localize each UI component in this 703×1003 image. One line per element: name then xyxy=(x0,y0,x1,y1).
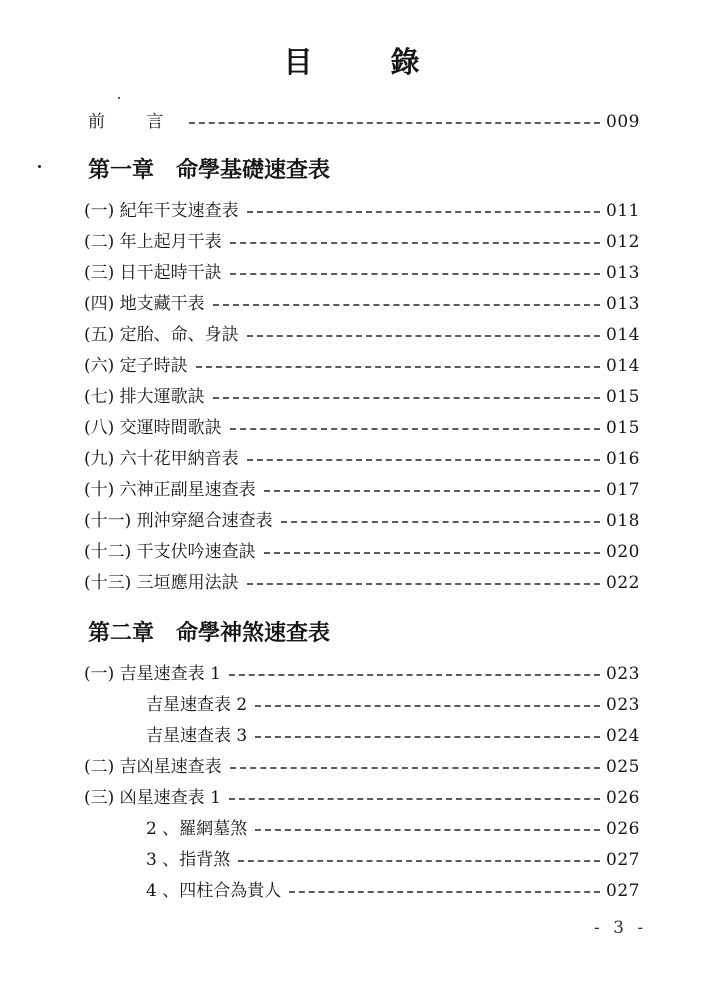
entry-page-number: 026 xyxy=(606,819,640,839)
toc-entry[interactable] xyxy=(84,384,640,410)
toc-entry[interactable] xyxy=(84,785,640,811)
entry-page-number: 011 xyxy=(606,201,640,221)
entry-label: (三) 日干起時干訣 xyxy=(84,263,222,283)
entry-label: (八) 交運時間歌訣 xyxy=(84,418,222,438)
dot-leader xyxy=(238,860,600,862)
dot-leader xyxy=(213,304,600,306)
dot-leader xyxy=(255,829,600,831)
entry-page-number: 025 xyxy=(606,757,640,777)
toc-entry[interactable] xyxy=(84,260,640,286)
toc-entry[interactable] xyxy=(84,661,640,687)
dot-leader xyxy=(230,767,600,769)
toc-entry[interactable] xyxy=(84,754,640,780)
page-number-footer: - 3 - xyxy=(594,918,648,938)
entry-page-number: 022 xyxy=(606,573,640,593)
entry-label: (一) 紀年干支速查表 xyxy=(84,201,239,221)
toc-entry-preface[interactable] xyxy=(84,109,640,135)
entry-label: 吉星速查表 2 xyxy=(146,695,248,715)
dot-leader xyxy=(196,366,600,368)
toc-entry[interactable] xyxy=(84,477,640,503)
entry-page-number: 027 xyxy=(606,850,640,870)
dot-leader xyxy=(247,583,600,585)
entry-label: (三) 凶星速查表 1 xyxy=(84,788,221,808)
toc-entry[interactable] xyxy=(84,291,640,317)
toc-entry[interactable] xyxy=(84,229,640,255)
dot-leader xyxy=(264,490,600,492)
entry-label: (十三) 三垣應用法訣 xyxy=(84,573,239,593)
entry-page-number: 012 xyxy=(606,232,640,252)
entry-page-number: 018 xyxy=(606,511,640,531)
entry-label: (四) 地支藏干表 xyxy=(84,294,205,314)
entry-label: (九) 六十花甲納音表 xyxy=(84,449,239,469)
entry-page-number: 015 xyxy=(606,387,640,407)
entry-page-number: 024 xyxy=(606,726,640,746)
entry-label: (十) 六神正副星速查表 xyxy=(84,480,256,500)
entry-page-number: 013 xyxy=(606,263,640,283)
entry-page-number: 017 xyxy=(606,480,640,500)
chapter-title: 命學神煞速查表 xyxy=(176,621,331,646)
toc-entry[interactable] xyxy=(84,570,640,596)
dot-leader xyxy=(229,674,600,676)
page-title: 目 錄 xyxy=(283,45,454,79)
dot-leader xyxy=(247,459,600,461)
entry-label: (十二) 干支伏吟速查訣 xyxy=(84,542,256,562)
entry-page-number: 027 xyxy=(606,881,640,901)
toc-entry[interactable] xyxy=(84,878,640,904)
dot-leader xyxy=(229,798,600,800)
entry-label: (一) 吉星速查表 1 xyxy=(84,664,221,684)
entry-label: 前 言 xyxy=(88,112,182,132)
dot-leader xyxy=(189,122,600,124)
entry-page-number: 014 xyxy=(606,356,640,376)
dot-leader xyxy=(230,428,600,430)
toc-entry[interactable] xyxy=(84,446,640,472)
chapter-title: 命學基礎速查表 xyxy=(176,158,331,183)
entry-label: (二) 年上起月干表 xyxy=(84,232,222,252)
chapter-heading-1 xyxy=(88,157,330,185)
toc-entry[interactable] xyxy=(84,723,640,749)
entry-label: (五) 定胎、命、身訣 xyxy=(84,325,239,345)
dot-leader xyxy=(213,397,600,399)
chapter-heading-2 xyxy=(88,620,330,648)
scan-speck xyxy=(38,165,41,168)
entry-page-number: 020 xyxy=(606,542,640,562)
entry-page-number: 026 xyxy=(606,788,640,808)
toc-entry[interactable] xyxy=(84,415,640,441)
toc-entry[interactable] xyxy=(84,508,640,534)
dot-leader xyxy=(230,273,600,275)
entry-page-number: 009 xyxy=(606,112,640,132)
dot-leader xyxy=(255,705,600,707)
toc-entry[interactable] xyxy=(84,816,640,842)
entry-page-number: 014 xyxy=(606,325,640,345)
entry-label: 2 、羅網墓煞 xyxy=(146,819,248,839)
dot-leader xyxy=(289,891,600,893)
entry-page-number: 023 xyxy=(606,664,640,684)
entry-label: (十一) 刑沖穿絕合速查表 xyxy=(84,511,273,531)
entry-label: (六) 定子時訣 xyxy=(84,356,188,376)
dot-leader xyxy=(255,736,600,738)
dot-leader xyxy=(264,552,600,554)
entry-label: (二) 吉凶星速查表 xyxy=(84,757,222,777)
entry-page-number: 023 xyxy=(606,695,640,715)
dot-leader xyxy=(230,242,600,244)
toc-entry[interactable] xyxy=(84,198,640,224)
entry-label: (七) 排大運歌訣 xyxy=(84,387,205,407)
chapter-number: 第二章 xyxy=(88,621,155,646)
entry-page-number: 016 xyxy=(606,449,640,469)
chapter-number: 第一章 xyxy=(88,158,155,183)
entry-page-number: 013 xyxy=(606,294,640,314)
entry-label: 吉星速查表 3 xyxy=(146,726,248,746)
dot-leader xyxy=(247,211,600,213)
entry-page-number: 015 xyxy=(606,418,640,438)
toc-entry[interactable] xyxy=(84,539,640,565)
toc-entry[interactable] xyxy=(84,353,640,379)
toc-entry[interactable] xyxy=(84,322,640,348)
entry-label: 4 、四柱合為貴人 xyxy=(146,881,282,901)
toc-entry[interactable] xyxy=(84,692,640,718)
entry-label: 3 、指背煞 xyxy=(146,850,231,870)
toc-entry[interactable] xyxy=(84,847,640,873)
dot-leader xyxy=(247,335,600,337)
dot-leader xyxy=(281,521,600,523)
scan-speck xyxy=(118,97,120,99)
